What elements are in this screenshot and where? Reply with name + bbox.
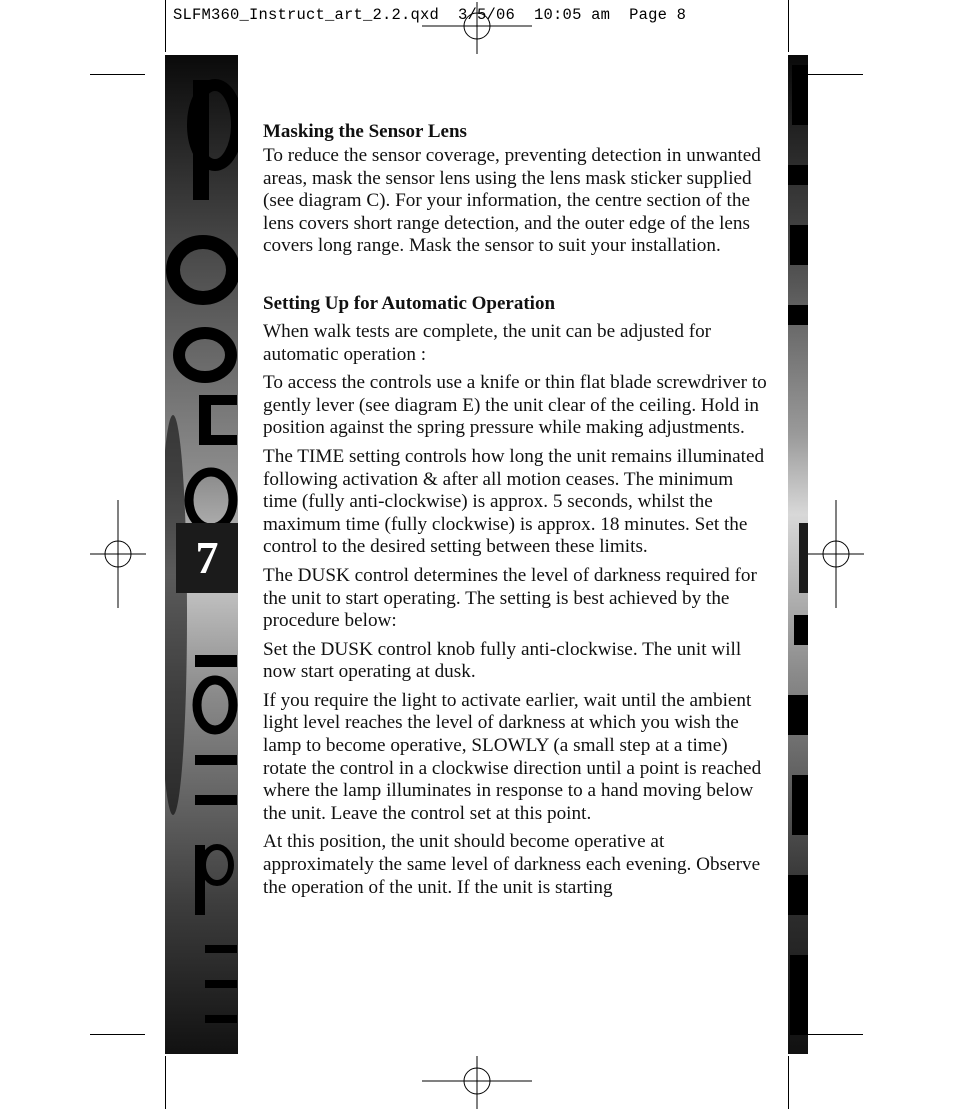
page-number: 7 [176, 523, 238, 593]
paragraph: If you require the light to activate earlier, wait until the ambient light level reaches the level of darkness at which you wish the lamp to become operative, SLOWLY (a small step at a time) rotate the control in a clockwise direction until a point is reached where the lamp illuminates in response to a hand moving below the unit. Leave the control set at this point. [263, 689, 762, 824]
section-masking [263, 120, 768, 258]
section-automatic-operation [263, 292, 768, 899]
crop-mark-top-right-horizontal [808, 74, 863, 75]
page-tab-right [799, 523, 808, 593]
crosshair-icon [90, 500, 146, 608]
paragraph: The DUSK control determines the level of darkness required for the unit to start operating. The setting is best achieved by the procedure below: [263, 564, 757, 632]
paragraph: The TIME setting controls how long the unit remains illuminated following activation & after all motion ceases. The minimum time (fully anti-clockwise) is approx. 5 seconds, whilst the maximum time (fully clockwise) is approx. 18 minutes. Set the control to the desired setting between these limits. [263, 445, 765, 558]
paragraph: When walk tests are complete, the unit can be adjusted for automatic operation : [263, 320, 712, 365]
crop-mark-bottom-right-vertical [788, 1056, 789, 1109]
crop-mark-top-left-vertical [165, 0, 166, 52]
crosshair-icon [422, 1056, 532, 1109]
main-content [263, 120, 768, 905]
crop-mark-top-right-vertical [788, 0, 789, 52]
section-heading: Setting Up for Automatic Operation [263, 292, 556, 314]
crop-mark-bottom-left-horizontal [90, 1034, 145, 1035]
paragraph: To reduce the sensor coverage, preventing detection in unwanted areas, mask the sensor lens using the lens mask sticker supplied (see diagram C). For your information, the centre section of the lens covers short range detection, and the outer edge of the lens covers long range. Mask the sensor to suit your installation. [263, 145, 761, 257]
crop-mark-top-left-horizontal [90, 74, 145, 75]
paragraph: To access the controls use a knife or thin flat blade screwdriver to gently lever (see diagram E) the unit clear of the ceiling. Hold in position against the spring pressure while making adjustments. [263, 372, 767, 439]
crop-mark-bottom-left-vertical [165, 1056, 166, 1109]
paragraph: Set the DUSK control knob fully anti-clockwise. The unit will now start operating at dusk. [263, 638, 742, 683]
crop-mark-bottom-right-horizontal [808, 1034, 863, 1035]
paragraph: At this position, the unit should become operative at approximately the same level of darkness each evening. Observe the operation of the unit. If the unit is starting [263, 831, 761, 898]
print-slug: SLFM360_Instruct_art_2.2.qxd 3/5/06 10:05 am Page 8 [173, 6, 687, 24]
section-heading: Masking the Sensor Lens [263, 121, 467, 142]
crosshair-icon [808, 500, 864, 608]
crosshair-icon [422, 2, 532, 54]
